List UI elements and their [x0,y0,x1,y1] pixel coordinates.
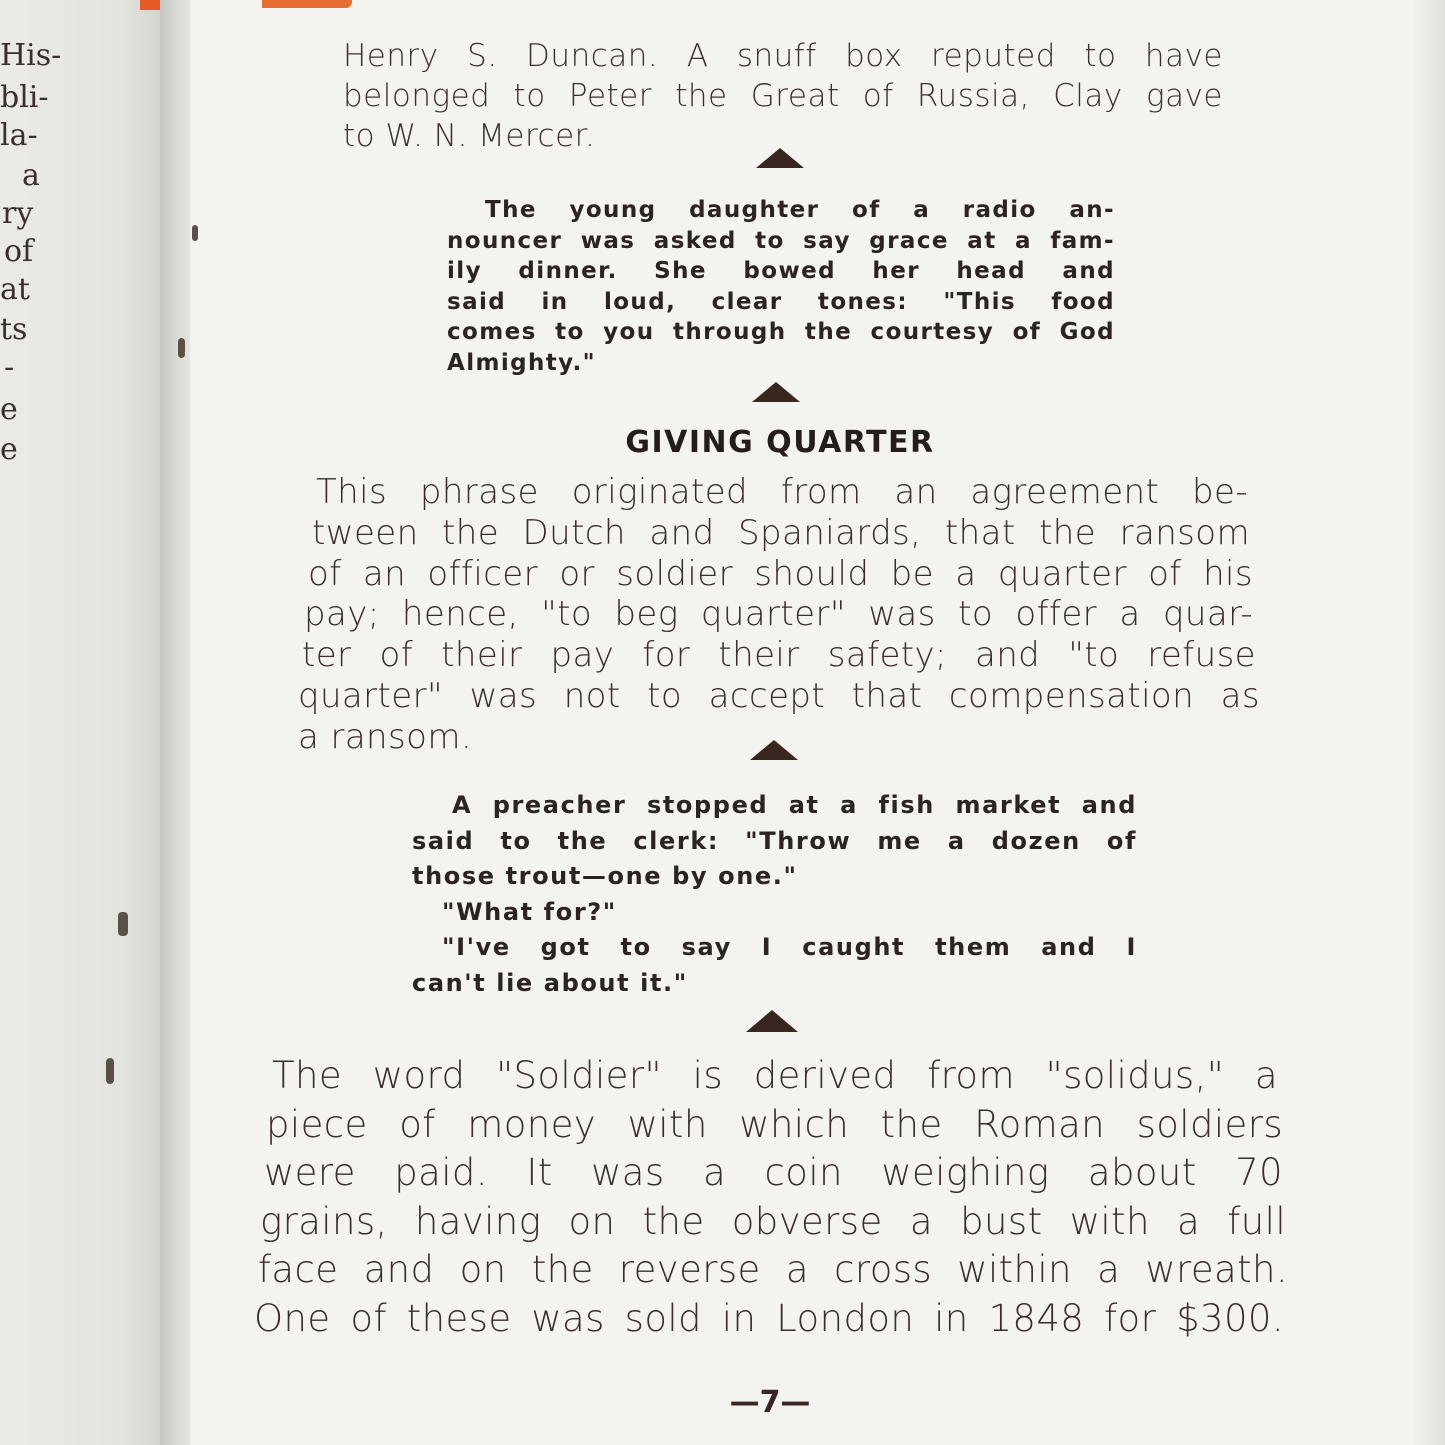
left-page-fragment: a [22,158,40,193]
text-line: Almighty." [447,349,596,376]
text-line: "I've got to say I caught them and I [442,933,1137,961]
text-line: belonged to Peter the Great of Russia, Clay gave [343,78,1223,114]
page-edge-shadow [1415,0,1445,1445]
binding-hole [118,912,128,936]
left-page-fragment: ts [0,312,28,347]
text-line: of an officer or soldier should be a quarter of his [308,553,1253,594]
text-line: were paid. It was a coin weighing about 70 [264,1151,1283,1194]
left-page [0,0,175,1445]
text-line: The word "Soldier" is derived from "solidus," a [272,1054,1278,1097]
text-line: Henry S. Duncan. A snuff box reputed to have [343,38,1223,74]
text-line: a ransom. [298,716,473,757]
left-page-fragment: e [0,432,18,467]
left-page-fragment: at [0,272,30,307]
page-number: —7— [729,1385,811,1420]
text-line: ily dinner. She bowed her head and [447,258,1115,284]
text-line: grains, having on the obverse a bust with a full [260,1199,1286,1243]
text-line: said to the clerk: "Throw me a dozen of [412,826,1137,855]
text-line: pay; hence, "to beg quarter" was to offer a quar- [304,594,1253,635]
text-line: This phrase originated from an agreement be- [316,472,1248,512]
preacher-joke-paragraph [412,788,1137,1001]
left-page-fragment: bli- [0,80,49,115]
text-line: One of these was sold in London in 1848 for $300. [254,1296,1284,1340]
text-line: comes to you through the courtesy of God [447,319,1115,345]
text-line: quarter" was not to accept that compensation as [298,675,1260,716]
grace-joke-paragraph [447,195,1115,378]
triangle-ornament-icon [746,1010,798,1032]
text-line: can't lie about it." [412,968,688,997]
text-line: The young daughter of a radio an- [485,197,1115,223]
left-page-fragment: e [0,392,18,427]
triangle-ornament-icon [752,382,800,402]
orange-header-strip [262,0,352,8]
giving-quarter-heading: GIVING QUARTER [625,425,935,460]
text-line: those trout—one by one." [412,862,798,890]
triangle-ornament-icon [756,148,804,168]
soldier-paragraph [254,1052,1288,1343]
text-line: tween the Dutch and Spaniards, that the ransom [312,512,1250,553]
triangle-ornament-icon [750,740,798,760]
left-page-fragment: His- [0,38,62,73]
text-line: said in loud, clear tones: "This food [447,288,1115,315]
duncan-paragraph [343,36,1223,156]
text-line: piece of money with which the Roman soldiers [266,1102,1283,1146]
text-line: ter of their pay for their safety; and "to refuse [302,635,1256,676]
binding-hole [178,338,185,358]
left-page-fragment: - [4,350,15,385]
binding-hole [106,1058,114,1084]
left-page-fragment: of [4,234,34,269]
text-line: to W. N. Mercer. [343,118,596,154]
giving-quarter-paragraph [298,472,1258,758]
left-page-fragment: ry [2,196,34,231]
text-line: "What for?" [442,897,617,926]
text-line: face and on the reverse a cross within a wreath. [258,1248,1288,1291]
text-line: nouncer was asked to say grace at a fam- [447,227,1115,254]
binding-hole [192,225,198,241]
text-line: A preacher stopped at a fish market and [452,791,1137,819]
left-page-fragment: la- [0,118,38,153]
